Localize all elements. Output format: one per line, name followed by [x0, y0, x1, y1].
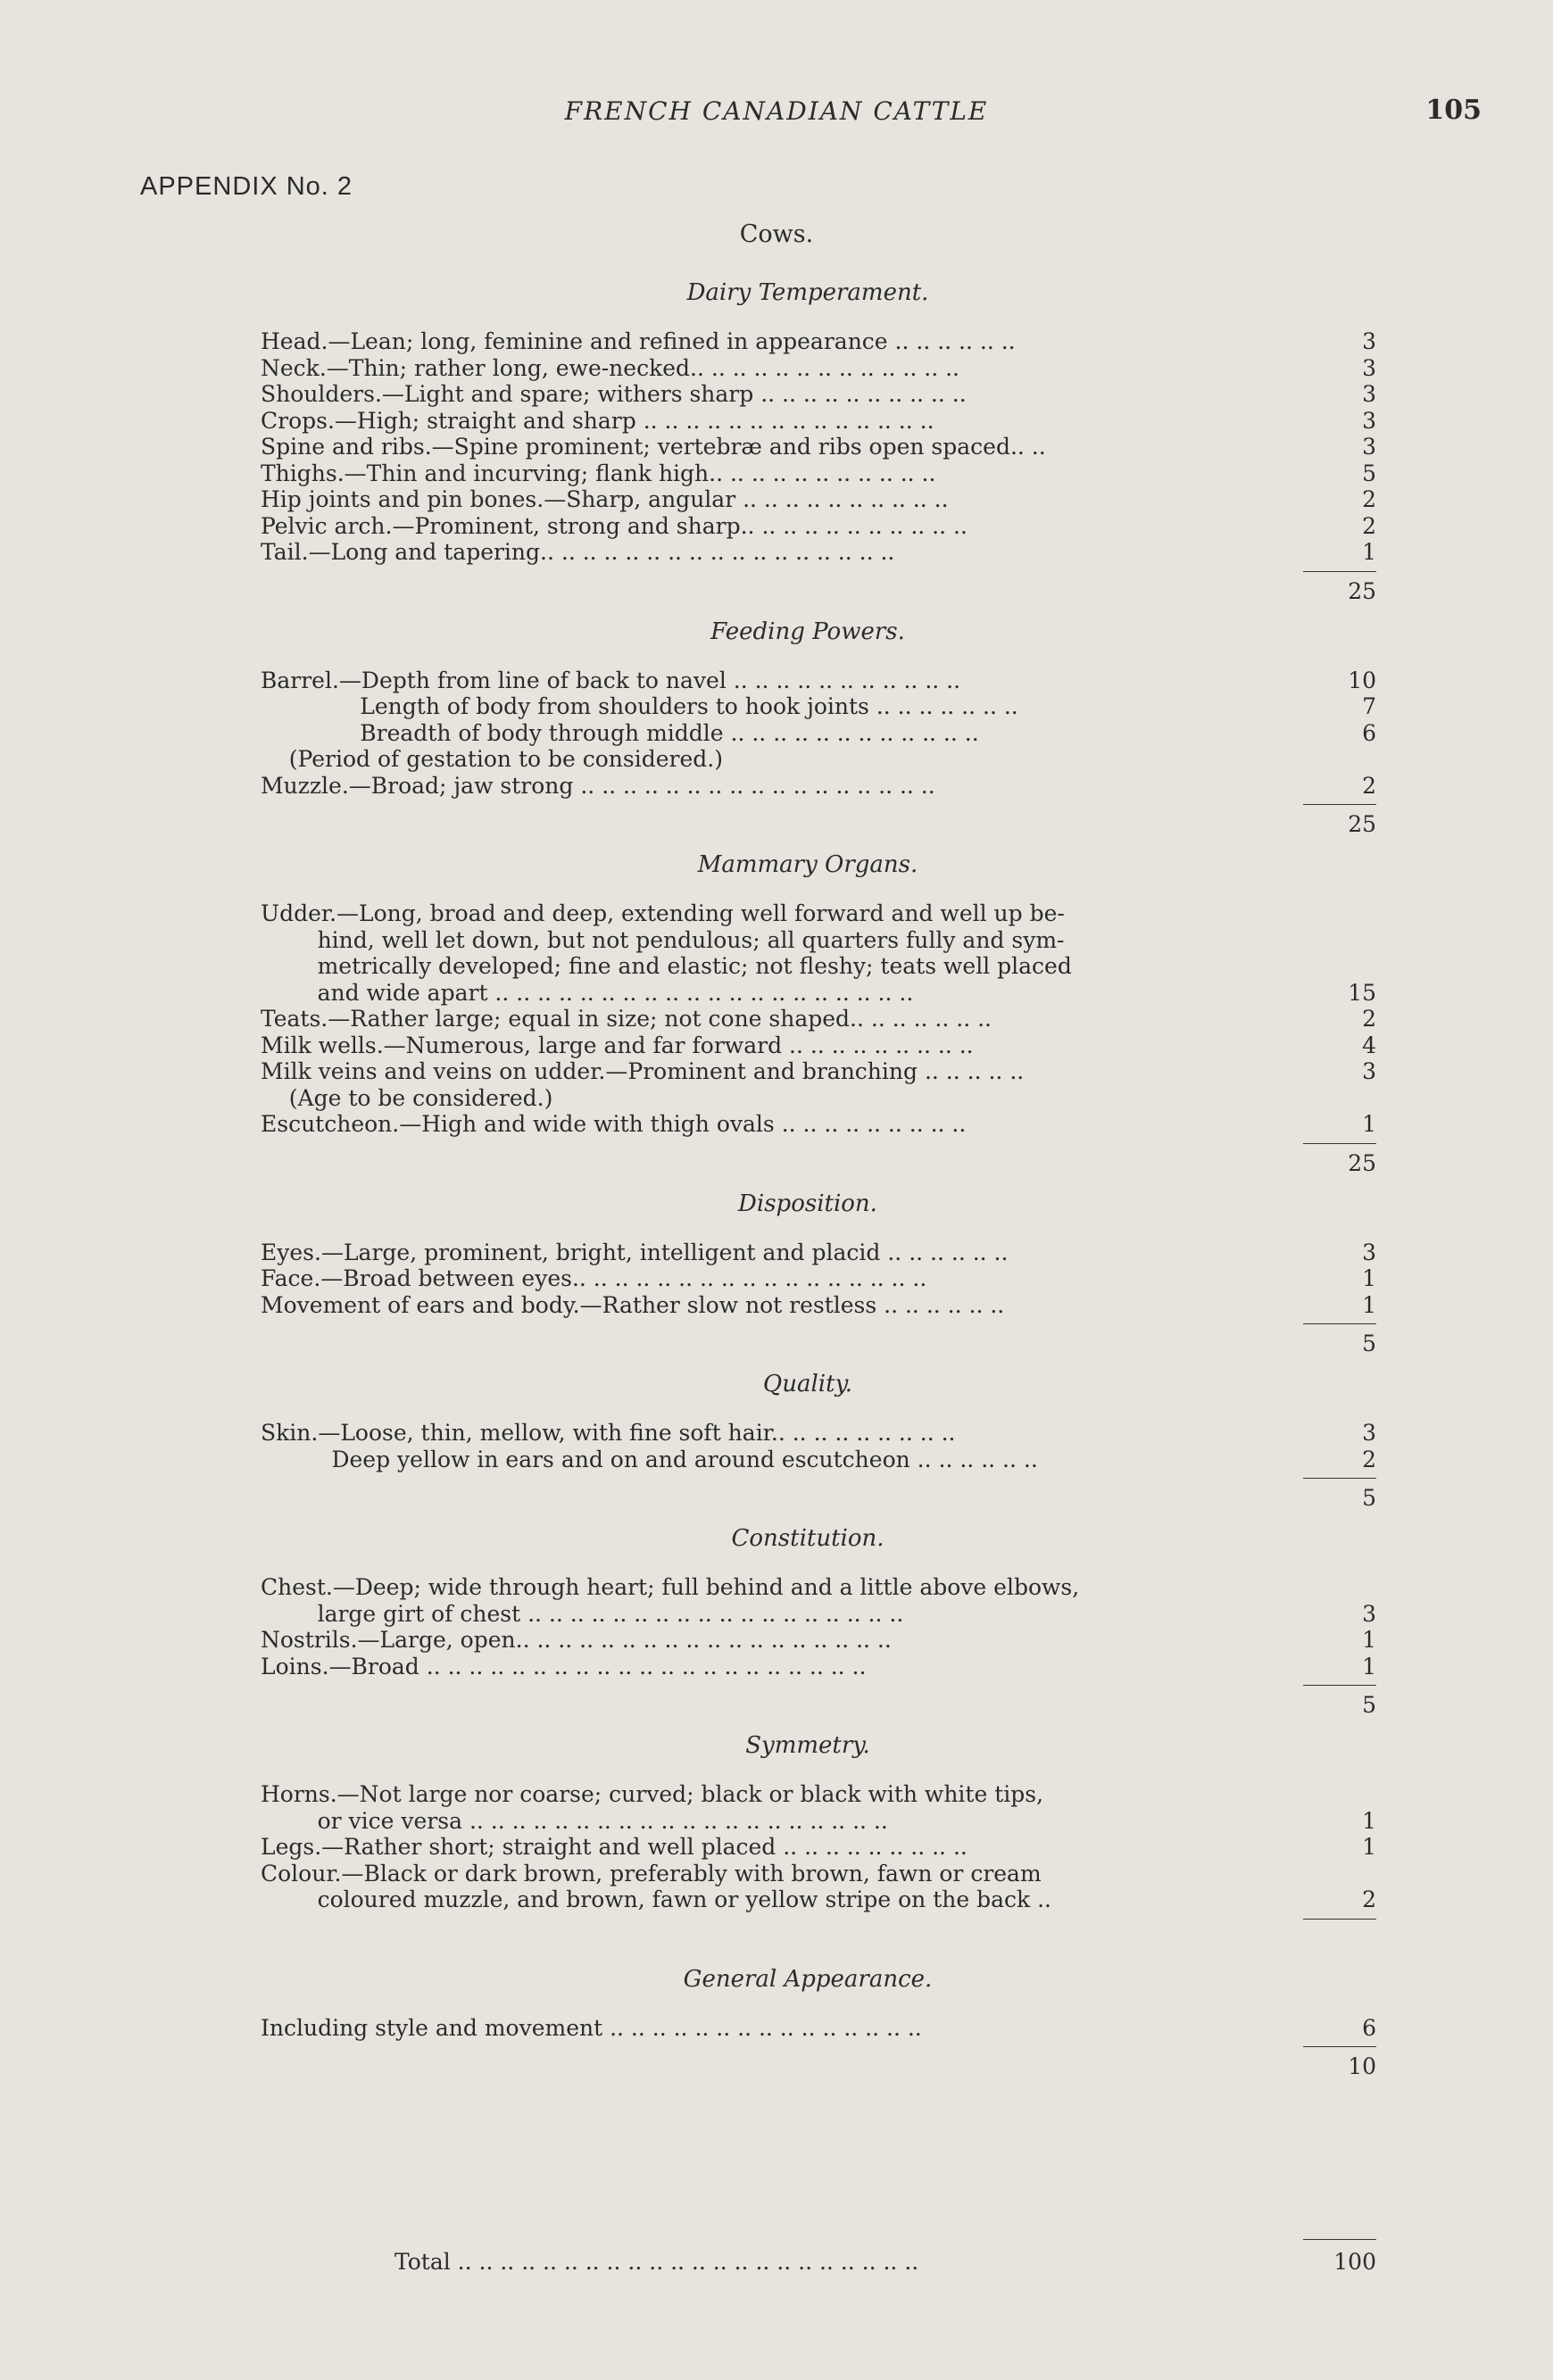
- score-item-label: Skin.—Loose, thin, mellow, with fine soft hair.. .. .. .. .. .. .. .. ..: [261, 1420, 956, 1446]
- score-item-label: large girt of chest .. .. .. .. .. .. .. .. .. .. .. .. .. .. .. .. .. ..: [261, 1600, 904, 1627]
- score-item-label: (Period of gestation to be considered.): [261, 746, 723, 772]
- score-item-points: 3: [1362, 1600, 1376, 1627]
- score-item-points: 2: [1362, 1887, 1376, 1912]
- score-row: [261, 381, 1376, 408]
- score-item-label: and wide apart .. .. .. .. .. .. .. .. .. .. .. .. .. .. .. .. .. .. .. ..: [261, 979, 914, 1006]
- score-row: [261, 980, 1376, 1007]
- subtotal-rule: [1303, 1143, 1376, 1144]
- score-item-label: Neck.—Thin; rather long, ewe-necked.. .. .. .. .. .. .. .. .. .. .. .. ..: [261, 354, 960, 381]
- score-item-label: Colour.—Black or dark brown, preferably with brown, fawn or cream: [261, 1860, 1042, 1887]
- score-item-points: 3: [1362, 381, 1376, 407]
- score-item-points: 4: [1362, 1032, 1376, 1058]
- section-gap: [0, 600, 1553, 607]
- score-item-points: 3: [1362, 407, 1376, 434]
- subtotal-rule: [1303, 1919, 1376, 1920]
- running-title: FRENCH CANADIAN CATTLE: [564, 96, 989, 126]
- appendix-label: APPENDIX No. 2: [140, 172, 353, 201]
- section-heading: Feeding Powers.: [710, 618, 905, 645]
- score-item-label: Horns.—Not large nor coarse; curved; black or black with white tips,: [261, 1781, 1044, 1807]
- score-item-label: Barrel.—Depth from line of back to navel .. .. .. .. .. .. .. .. .. .. ..: [261, 667, 961, 693]
- score-row: [261, 720, 1376, 747]
- score-item-label: Eyes.—Large, prominent, bright, intelligent and placid .. .. .. .. .. ..: [261, 1239, 1009, 1265]
- score-row: [261, 1240, 1376, 1266]
- section-heading: Quality.: [762, 1371, 853, 1397]
- score-row: [261, 1058, 1376, 1085]
- score-item-points: 3: [1362, 1239, 1376, 1265]
- score-item-label: coloured muzzle, and brown, fawn or yellow stripe on the back ..: [261, 1887, 1051, 1912]
- page-number: 105: [1425, 95, 1482, 126]
- score-item-label: metrically developed; fine and elastic; not fleshy; teats well placed: [261, 953, 1072, 979]
- score-item-label: Face.—Broad between eyes.. .. .. .. .. .. .. .. .. .. .. .. .. .. .. .. ..: [261, 1265, 927, 1291]
- subtotal-rule: [1303, 1685, 1376, 1686]
- score-row: [261, 434, 1376, 460]
- score-row: [261, 408, 1376, 435]
- score-item-points: 1: [1362, 1111, 1376, 1137]
- section-subtotal: [261, 1138, 1376, 1176]
- score-item-label: Loins.—Broad .. .. .. .. .. .. .. .. .. .. .. .. .. .. .. .. .. .. .. .. ..: [261, 1653, 867, 1679]
- section-gap: [0, 1352, 1553, 1359]
- score-item-points: 7: [1362, 693, 1376, 719]
- subtotal-value: 5: [1362, 1485, 1376, 1511]
- score-row: [261, 1887, 1376, 1913]
- section-subtotal: [261, 2041, 1376, 2079]
- score-item-label: Deep yellow in ears and on and around escutcheon .. .. .. .. .. ..: [261, 1446, 1038, 1472]
- score-item-points: 2: [1362, 772, 1376, 799]
- score-row: [261, 355, 1376, 382]
- subtotal-rule: [1303, 2046, 1376, 2047]
- score-row: [261, 1601, 1376, 1628]
- subtotal-rule: [1303, 1478, 1376, 1479]
- score-item-label: Head.—Lean; long, feminine and refined in appearance .. .. .. .. .. ..: [261, 328, 1016, 354]
- score-row: [261, 1420, 1376, 1447]
- subtotal-rule: [1303, 571, 1376, 572]
- section-gap: [0, 1947, 1553, 1954]
- subtotal-value: 5: [1362, 1331, 1376, 1356]
- score-row: [261, 1627, 1376, 1654]
- score-row: [261, 513, 1376, 540]
- score-row: [261, 953, 1376, 980]
- score-row: [261, 460, 1376, 487]
- section-subtotal: [261, 799, 1376, 837]
- score-row: [261, 1006, 1376, 1032]
- total-rule: [1303, 2239, 1376, 2240]
- subtotal-value: 25: [1348, 811, 1376, 837]
- score-item-points: 2: [1362, 1006, 1376, 1032]
- total-points: 100: [1333, 2249, 1376, 2275]
- section-gap: [0, 2075, 1553, 2082]
- score-item-label: Muzzle.—Broad; jaw strong .. .. .. .. .. .. .. .. .. .. .. .. .. .. .. .. ..: [261, 772, 935, 799]
- score-item-points: 1: [1362, 1291, 1376, 1318]
- section-subtotal: [261, 1318, 1376, 1356]
- score-item-points: 2: [1362, 512, 1376, 539]
- score-row: [261, 1111, 1376, 1138]
- score-row: [261, 328, 1376, 355]
- total-row: [261, 2249, 1376, 2275]
- section-heading: Constitution.: [731, 1525, 884, 1552]
- score-item-label: Pelvic arch.—Prominent, strong and sharp.. .. .. .. .. .. .. .. .. .. ..: [261, 512, 968, 539]
- score-item-label: Escutcheon.—High and wide with thigh ovals .. .. .. .. .. .. .. .. ..: [261, 1111, 967, 1137]
- document-title: Cows.: [739, 220, 814, 248]
- score-item-points: 3: [1362, 328, 1376, 354]
- subtotal-rule: [1303, 1323, 1376, 1324]
- score-item-label: Milk wells.—Numerous, large and far forward .. .. .. .. .. .. .. .. ..: [261, 1032, 974, 1058]
- section-heading: Dairy Temperament.: [686, 279, 929, 306]
- section-heading: Symmetry.: [745, 1732, 870, 1759]
- score-row: [261, 1085, 1376, 1112]
- score-item-label: Thighs.—Thin and incurving; flank high.. .. .. .. .. .. .. .. .. .. ..: [261, 460, 936, 486]
- section-heading: Mammary Organs.: [697, 851, 918, 878]
- score-item-label: Hip joints and pin bones.—Sharp, angular .. .. .. .. .. .. .. .. .. ..: [261, 486, 949, 512]
- section-subtotal: [261, 1913, 1376, 1947]
- score-row: [261, 1574, 1376, 1601]
- score-row: [261, 746, 1376, 773]
- section-heading: General Appearance.: [683, 1965, 933, 1993]
- score-row: [261, 1032, 1376, 1059]
- score-item-label: Breadth of body through middle .. .. .. .. .. .. .. .. .. .. .. ..: [261, 719, 979, 746]
- score-row: [261, 1292, 1376, 1319]
- score-item-points: 2: [1362, 1446, 1376, 1472]
- score-item-points: 3: [1362, 1058, 1376, 1084]
- score-card: [0, 268, 1553, 2082]
- score-row: [261, 2015, 1376, 2042]
- score-item-label: Spine and ribs.—Spine prominent; vertebræ and ribs open spaced.. ..: [261, 434, 1046, 460]
- total-label: Total .. .. .. .. .. .. .. .. .. .. .. .. .. .. .. .. .. .. .. .. .. ..: [394, 2249, 919, 2275]
- score-item-label: (Age to be considered.): [261, 1084, 553, 1111]
- score-item-points: 3: [1362, 434, 1376, 460]
- score-item-points: 15: [1348, 979, 1376, 1006]
- score-item-label: Shoulders.—Light and spare; withers sharp .. .. .. .. .. .. .. .. .. ..: [261, 381, 967, 407]
- score-item-points: 5: [1362, 460, 1376, 486]
- score-item-points: 1: [1362, 1653, 1376, 1679]
- score-item-label: or vice versa .. .. .. .. .. .. .. .. .. .. .. .. .. .. .. .. .. .. .. ..: [261, 1807, 888, 1834]
- score-item-points: 6: [1362, 2014, 1376, 2041]
- score-item-points: 1: [1362, 1807, 1376, 1834]
- score-row: [261, 668, 1376, 694]
- score-row: [261, 1834, 1376, 1861]
- score-item-points: 10: [1348, 667, 1376, 693]
- score-row: [261, 1447, 1376, 1473]
- score-item-points: 1: [1362, 1265, 1376, 1291]
- score-item-label: Crops.—High; straight and sharp .. .. .. .. .. .. .. .. .. .. .. .. .. ..: [261, 407, 934, 434]
- section-gap: [0, 1506, 1553, 1513]
- score-item-label: Legs.—Rather short; straight and well placed .. .. .. .. .. .. .. .. ..: [261, 1834, 968, 1860]
- score-item-points: 3: [1362, 1420, 1376, 1446]
- section-heading: Disposition.: [738, 1190, 877, 1217]
- score-row: [261, 1861, 1376, 1887]
- score-item-label: Milk veins and veins on udder.—Prominent and branching .. .. .. .. ..: [261, 1058, 1025, 1084]
- score-item-points: 1: [1362, 539, 1376, 565]
- score-item-label: Including style and movement .. .. .. .. .. .. .. .. .. .. .. .. .. .. ..: [261, 2014, 922, 2041]
- score-item-label: Chest.—Deep; wide through heart; full behind and a little above elbows,: [261, 1574, 1080, 1600]
- score-item-label: Udder.—Long, broad and deep, extending well forward and well up be-: [261, 900, 1065, 926]
- score-item-points: 1: [1362, 1627, 1376, 1653]
- score-item-label: Nostrils.—Large, open.. .. .. .. .. .. .. .. .. .. .. .. .. .. .. .. .. ..: [261, 1627, 892, 1653]
- score-row: [261, 1265, 1376, 1292]
- score-item-label: Length of body from shoulders to hook joints .. .. .. .. .. .. ..: [261, 693, 1018, 719]
- subtotal-value: 25: [1348, 1149, 1376, 1176]
- score-item-label: Teats.—Rather large; equal in size; not cone shaped.. .. .. .. .. .. ..: [261, 1006, 992, 1032]
- score-item-points: 2: [1362, 486, 1376, 512]
- score-row: [261, 773, 1376, 800]
- score-row: [261, 1808, 1376, 1835]
- score-row: [261, 1654, 1376, 1680]
- subtotal-rule: [1303, 804, 1376, 805]
- section-subtotal: [261, 566, 1376, 604]
- section-subtotal: [261, 1679, 1376, 1718]
- score-row: [261, 486, 1376, 513]
- score-item-label: Movement of ears and body.—Rather slow not restless .. .. .. .. .. ..: [261, 1291, 1005, 1318]
- score-row: [261, 927, 1376, 954]
- score-row: [261, 1781, 1376, 1808]
- section-subtotal: [261, 1472, 1376, 1511]
- score-item-points: 3: [1362, 354, 1376, 381]
- score-item-points: 6: [1362, 719, 1376, 746]
- score-item-label: hind, well let down, but not pendulous; all quarters fully and sym-: [261, 926, 1065, 953]
- subtotal-value: 5: [1362, 1692, 1376, 1718]
- score-row: [261, 693, 1376, 720]
- subtotal-value: 25: [1348, 577, 1376, 604]
- section-gap: [0, 1713, 1553, 1721]
- section-gap: [0, 1172, 1553, 1179]
- section-gap: [0, 833, 1553, 840]
- score-row: [261, 539, 1376, 566]
- score-item-label: Tail.—Long and tapering.. .. .. .. .. .. .. .. .. .. .. .. .. .. .. .. ..: [261, 539, 895, 565]
- score-item-points: 1: [1362, 1834, 1376, 1860]
- subtotal-value: 10: [1348, 2053, 1376, 2079]
- score-row: [261, 900, 1376, 927]
